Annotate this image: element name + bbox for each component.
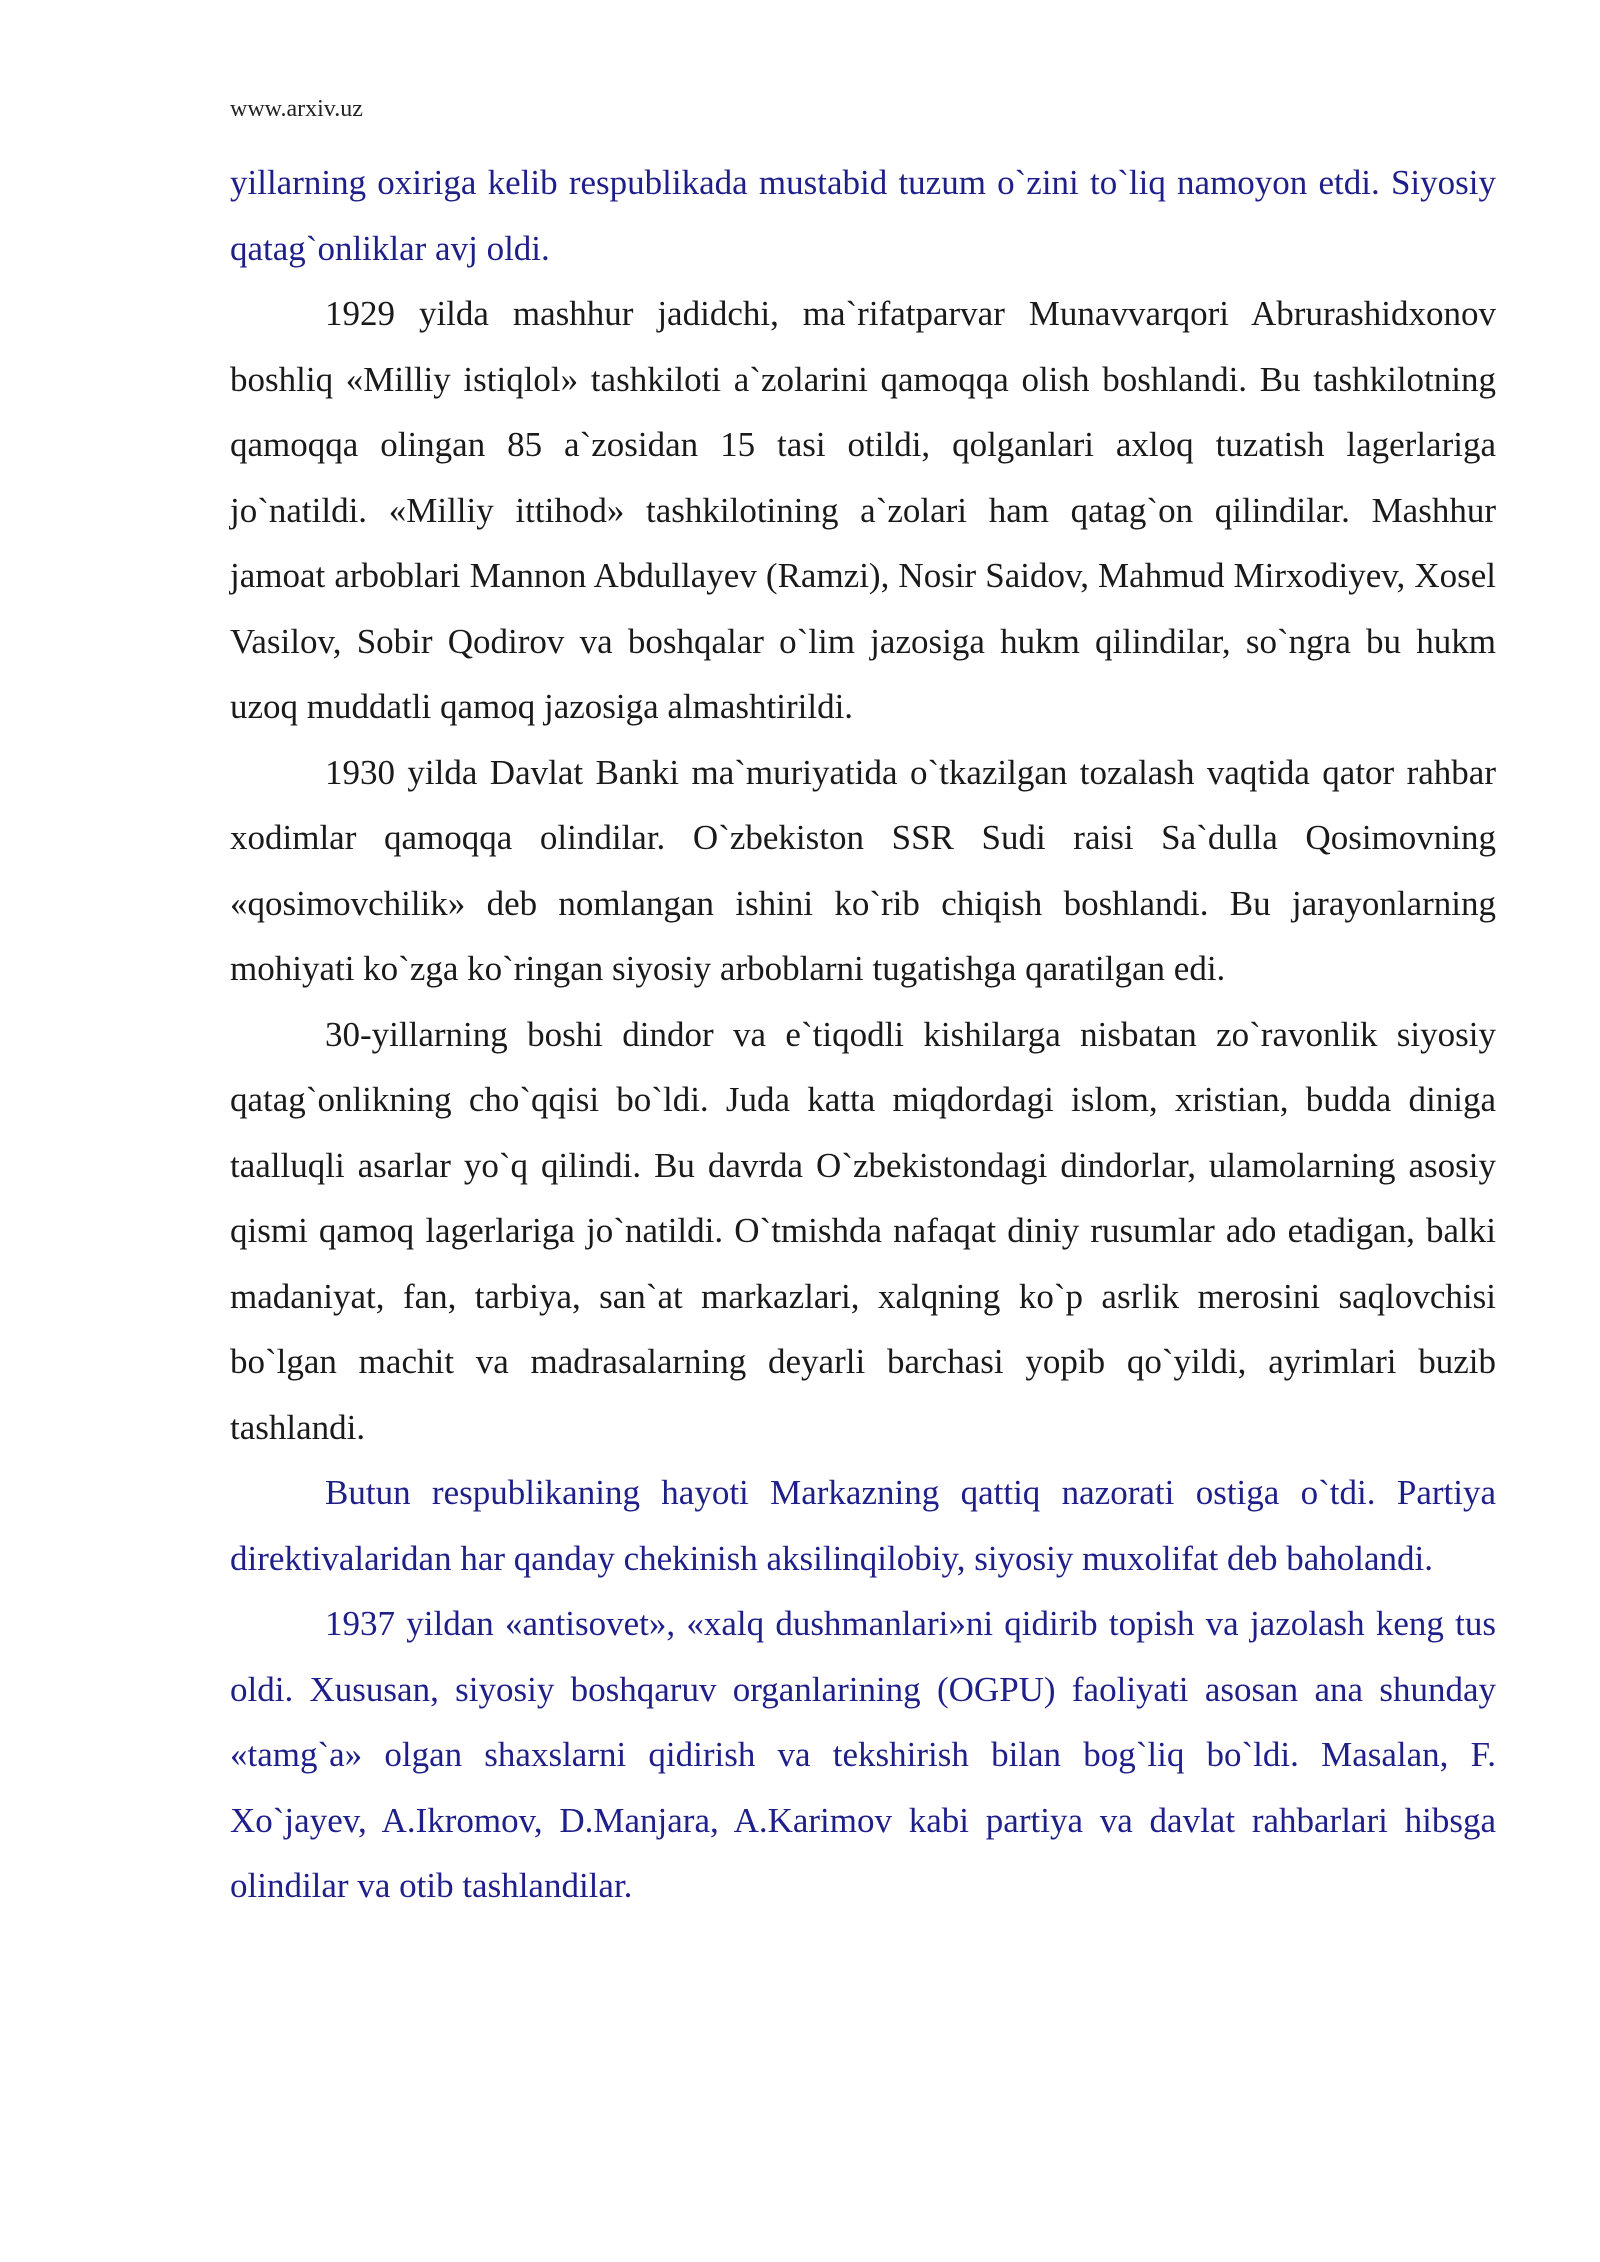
body-text [230, 150, 1496, 1919]
paragraph-4: 30-yillarning boshi dindor va e`tiqodli kishilarga nisbatan zo`ravonlik siyosiy qatag`onlikning cho`qqisi bo`ldi. Juda katta miqdordagi islom, xristian, budda diniga taalluqli asarlar yo`q qilindi. Bu davrda O`zbekistondagi dindorlar, ulamolarning asosiy qismi qamoq lagerlariga jo`natildi. O`tmishda nafaqat diniy rusumlar ado etadigan, balki madaniyat, fan, tarbiya, san`at markazlari, xalqning ko`p asrlik merosini saqlovchisi bo`lgan machit va madrasalarning deyarli barchasi yopib qo`yildi, ayrimlari buzib tashlandi. [230, 1014, 1496, 1447]
paragraph-6: 1937 yildan «antisovet», «xalq dushmanlari»ni qidirib topish va jazolash keng tus oldi. Xususan, siyosiy boshqaruv organlarining (OGPU) faoliyati asosan ana shunday «tamg`a» olgan shaxslarni qidirish va tekshirish bilan bog`liq bo`ldi. Masalan, F. Xo`jayev, A.Ikromov, D.Manjara, A.Karimov kabi partiya va davlat rahbarlari hibsga olindilar va otib tashlandilar. [230, 1604, 1496, 1905]
paragraph-1: yillarning oxiriga kelib respublikada mustabid tuzum o`zini to`liq namoyon etdi. Siyosiy qatag`onliklar avj oldi. [230, 163, 1496, 268]
header-url: www.arxiv.uz [230, 96, 363, 122]
paragraph-3: 1930 yilda Davlat Banki ma`muriyatida o`tkazilgan tozalash vaqtida qator rahbar xodimlar qamoqqa olindilar. O`zbekiston SSR Sudi raisi Sa`dulla Qosimovning «qosimovchilik» deb nomlangan ishini ko`rib chiqish boshlandi. Bu jarayonlarning mohiyati ko`zga ko`ringan siyosiy arboblarni tugatishga qaratilgan edi. [230, 752, 1496, 988]
paragraph-5: Butun respublikaning hayoti Markazning qattiq nazorati ostiga o`tdi. Partiya direktivalaridan har qanday chekinish aksilinqilobiy, siyosiy muxolifat deb baholandi. [230, 1473, 1496, 1578]
paragraph-2: 1929 yilda mashhur jadidchi, ma`rifatparvar Munavvarqori Abrurashidxonov boshliq «Milliy istiqlol» tashkiloti a`zolarini qamoqqa olish boshlandi. Bu tashkilotning qamoqqa olingan 85 a`zosidan 15 tasi otildi, qolganlari axloq tuzatish lagerlariga jo`natildi. «Milliy ittihod» tashkilotining a`zolari ham qatag`on qilindilar. Mashhur jamoat arboblari Mannon Abdullayev (Ramzi), Nosir Saidov, Mahmud Mirxodiyev, Xosel Vasilov, Sobir Qodirov va boshqalar o`lim jazosiga hukm qilindilar, so`ngra bu hukm uzoq muddatli qamoq jazosiga almashtirildi. [230, 294, 1496, 726]
